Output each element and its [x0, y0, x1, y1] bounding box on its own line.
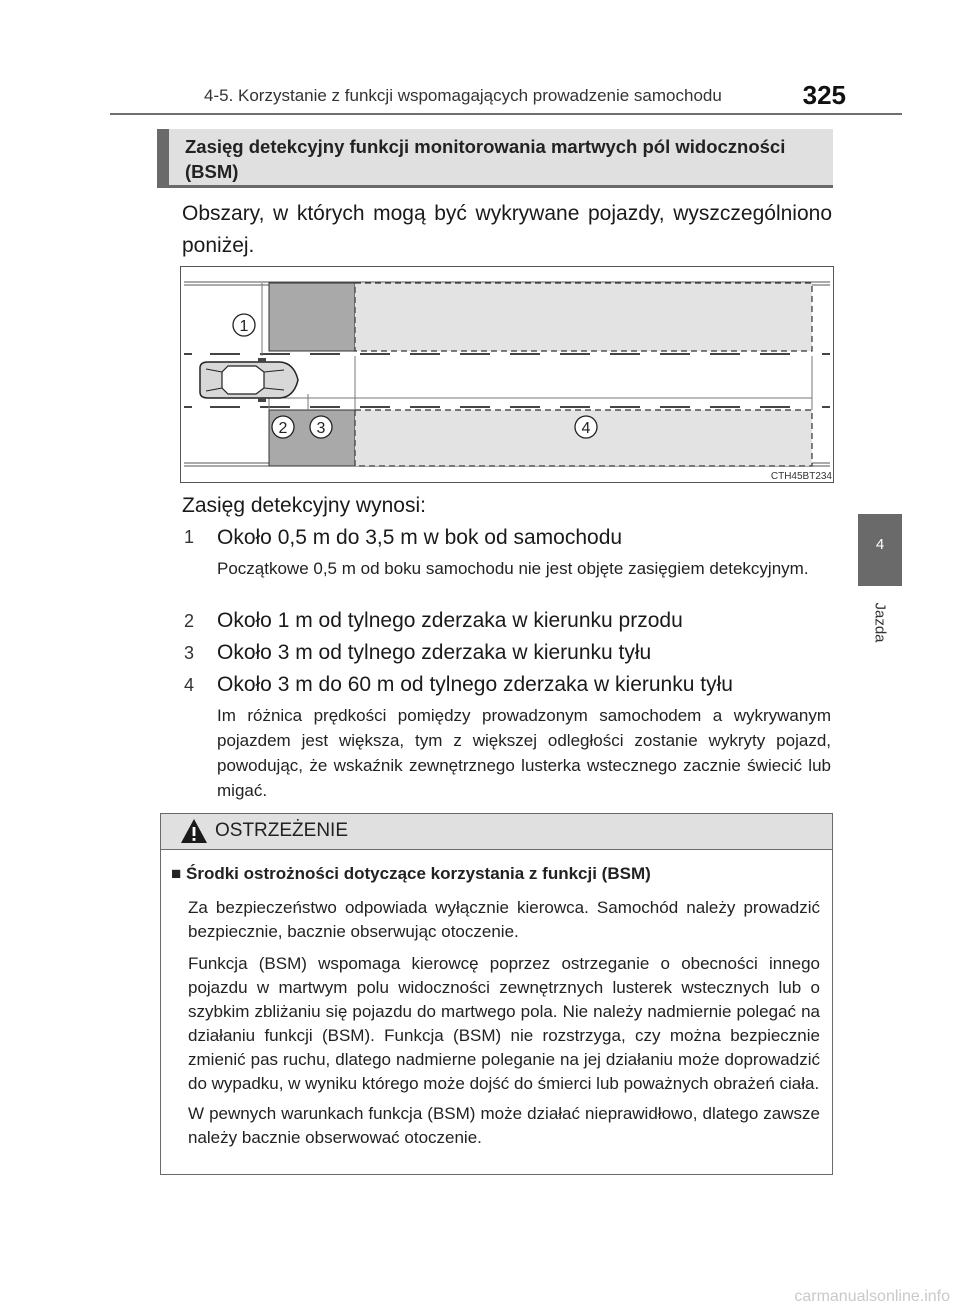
diagram-svg: [180, 266, 834, 483]
warning-paragraph-2: Funkcja (BSM) wspomaga kierowcę poprzez ostrzeganie o obecności innego pojazdu w martwym polu widoczności zewnętrznych lusterek wstecznych lub o szybkim zbliżaniu się pojazdu do martwego pola. Nie należy nadmiernie polegać na działaniu funkcji (BSM). Funkcja (BSM) nie rozstrzyga, czy można bezpiecznie zmienić pas ruchu, dlatego nadmierne poleganie na jej działaniu może doprowadzić do wypadku, w wyniku którego może dojść do śmierci lub poważnych obrażeń ciała.: [188, 954, 820, 1093]
section-heading-text: Zasięg detekcyjny funkcji monitorowania martwych pól widoczności (BSM): [185, 136, 786, 182]
page-number: 325: [802, 80, 846, 110]
item-2-text: Około 1 m od tylnego zderzaka w kierunku przodu: [217, 609, 683, 632]
section-heading: [157, 129, 833, 188]
car-icon: [200, 358, 298, 402]
callout-1-label: 1: [239, 318, 249, 335]
range-heading: Zasięg detekcyjny wynosi:: [182, 494, 426, 517]
callout-4: [575, 416, 597, 438]
intro-paragraph: Obszary, w których mogą być wykrywane pojazdy, wyszczególniono poniżej.: [182, 202, 832, 257]
chapter-tab: [858, 514, 902, 586]
item-2-number: 2: [184, 611, 195, 631]
callout-1: [233, 314, 255, 336]
warning-title: OSTRZEŻENIE: [215, 820, 349, 841]
warning-subheading: ■ Środki ostrożności dotyczące korzystania z funkcji (BSM): [171, 864, 651, 883]
callout-3: [310, 416, 332, 438]
diagram-code: CTH45BT234: [770, 471, 832, 482]
page-header: [180, 80, 870, 112]
warning-paragraph-1: Za bezpieczeństwo odpowiada wyłącznie kierowca. Samochód należy prowadzić bezpiecznie, bacznie obserwując otoczenie.: [188, 898, 820, 941]
warning-box: [160, 813, 833, 1175]
item-3-number: 3: [184, 643, 195, 663]
zone-upper-side: [269, 283, 355, 351]
zone-upper-rear: [355, 283, 812, 351]
chapter-tab-label: [864, 594, 894, 654]
callout-2-label: 2: [278, 420, 288, 437]
footer-watermark: carmanualsonline.info: [794, 1288, 950, 1305]
item-4-text: Około 3 m do 60 m od tylnego zderzaka w kierunku tyłu: [217, 673, 733, 696]
chapter-tab-label-text: Jazda: [871, 602, 889, 643]
item-4-note: Im różnica prędkości pomiędzy prowadzonym samochodem a wykrywanym pojazdem jest większa, tym z większej odległości zostanie wykryty pojazd, powodując, że wskaźnik zewnętrznego lusterka wstecznego zacznie świecić lub migać.: [217, 706, 831, 800]
detection-range-diagram: [180, 266, 834, 483]
warning-triangle-icon: [179, 817, 209, 845]
item-3-text: Około 3 m od tylnego zderzaka w kierunku tyłu: [217, 641, 652, 664]
item-1-number: 1: [184, 527, 195, 547]
callout-2: [272, 416, 294, 438]
callout-3-label: 3: [316, 420, 326, 437]
warning-paragraph-3: W pewnych warunkach funkcja (BSM) może działać nieprawidłowo, dlatego zawsze należy bacznie obserwować otoczenie.: [188, 1104, 820, 1147]
header-divider: [110, 113, 902, 115]
item-1-text: Około 0,5 m do 3,5 m w bok od samochodu: [217, 526, 623, 549]
chapter-tab-number: 4: [875, 536, 885, 553]
callout-4-label: 4: [581, 420, 591, 437]
warning-header: [161, 814, 832, 850]
item-4-number: 4: [184, 675, 195, 695]
item-1-note: Początkowe 0,5 m od boku samochodu nie jest objęte zasięgiem detekcyjnym.: [217, 559, 809, 578]
chapter-title: 4-5. Korzystanie z funkcji wspomagających prowadzenie samochodu: [204, 86, 722, 105]
